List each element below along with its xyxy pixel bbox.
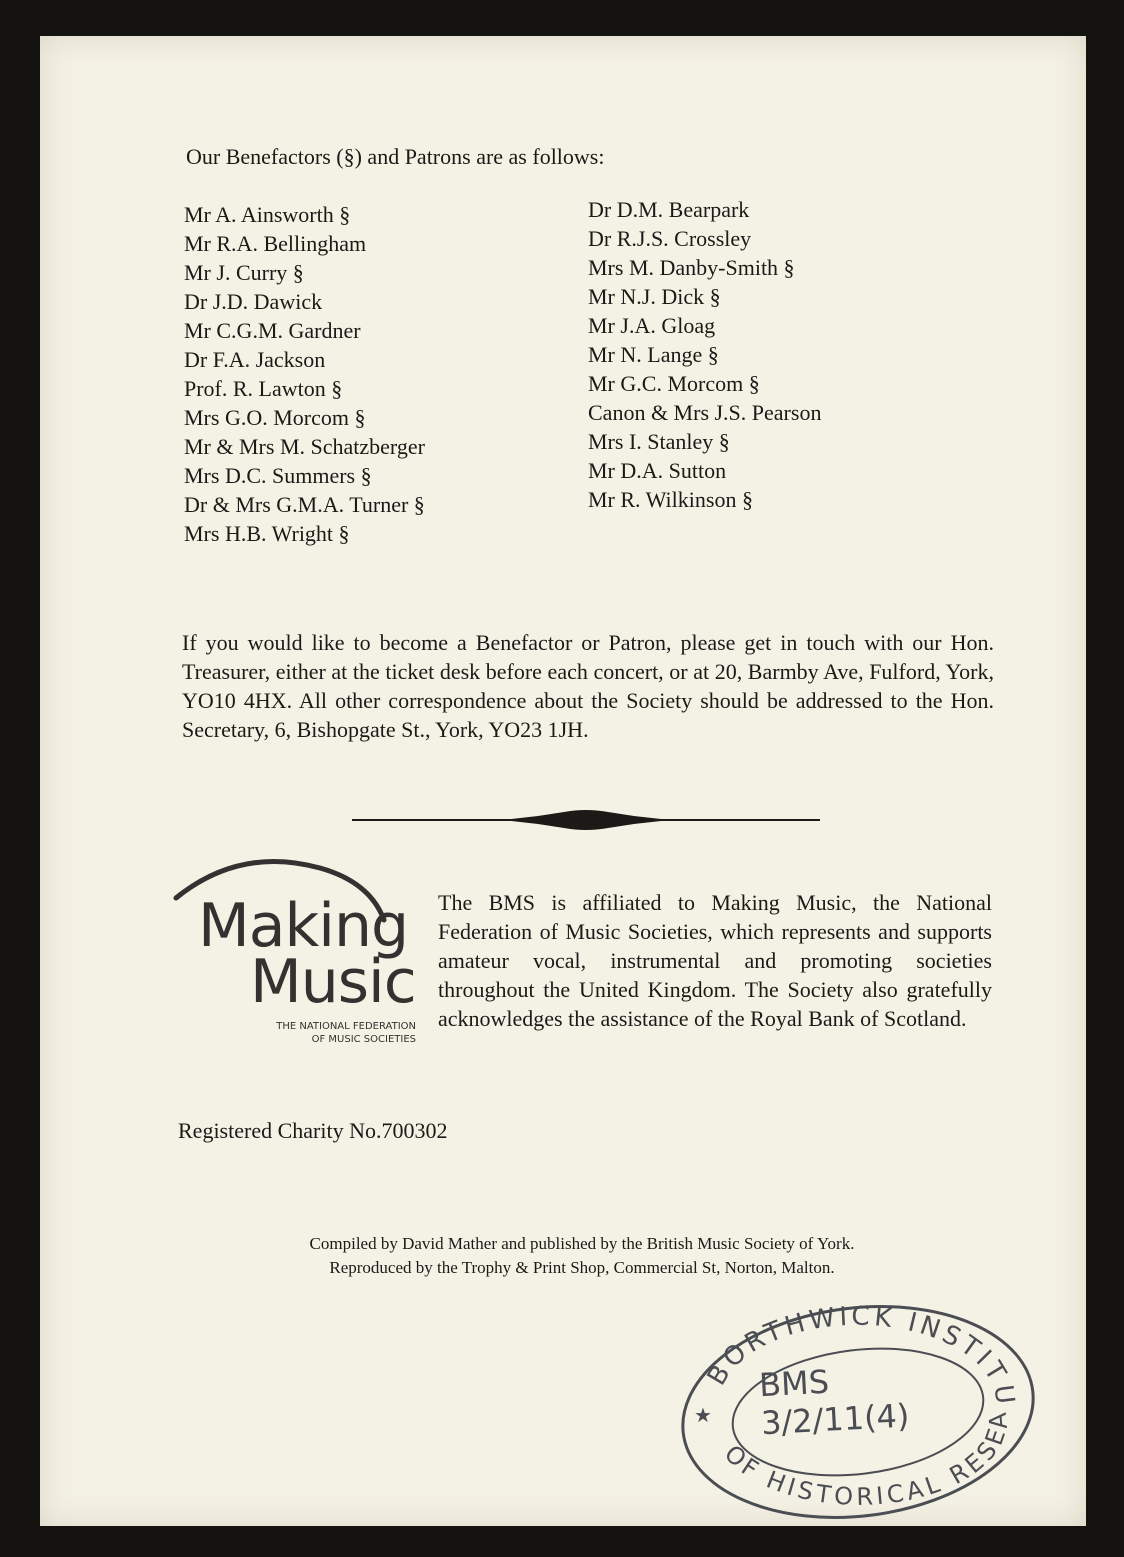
stamp-reference: BMS 3/2/11(4) (758, 1362, 911, 1443)
list-item: Mr N. Lange § (588, 342, 719, 367)
list-item: Mrs M. Danby-Smith § (588, 255, 795, 280)
list-item: Dr D.M. Bearpark (588, 197, 750, 222)
list-item: Dr R.J.S. Crossley (588, 226, 752, 251)
svg-text:★: ★ (694, 1403, 712, 1427)
logo-word-making: Making (198, 891, 409, 961)
list-item: Mrs G.O. Morcom § (184, 405, 366, 430)
list-item: Mrs I. Stanley § (588, 429, 730, 454)
list-item: Mr J.A. Gloag (588, 313, 716, 338)
booklet-page (40, 36, 1086, 1526)
affiliation-paragraph: The BMS is affiliated to Making Music, the National Federation of Music Societies, which represents and supports amateur vocal, instrumental and promoting societies throughout the United Kingdom. The Society also gratefully acknowledges the assistance of the Royal Bank of Scotland. (438, 890, 992, 1031)
list-item: Mr N.J. Dick § (588, 284, 721, 309)
ornamental-divider (352, 808, 820, 832)
list-item: Mr J. Curry § (184, 260, 304, 285)
logo-word-music: Music (250, 947, 416, 1017)
list-item: Canon & Mrs J.S. Pearson (588, 400, 822, 425)
list-item: Mr & Mrs M. Schatzberger (184, 434, 425, 459)
list-item: Mrs D.C. Summers § (184, 463, 372, 488)
credits (180, 1232, 984, 1280)
charity-number: Registered Charity No.700302 (178, 1118, 448, 1143)
svg-text:BORTHWICK INSTITUTE: BORTHWICK INSTITU (701, 1301, 1021, 1410)
list-item: Prof. R. Lawton § (184, 376, 343, 401)
archive-stamp (672, 1298, 1044, 1524)
benefactors-list-left (184, 200, 425, 548)
list-item: Mr A. Ainsworth § (184, 202, 351, 227)
list-item: Mr R.A. Bellingham (184, 231, 367, 256)
credits-line-compiled: Compiled by David Mather and published by the British Music Society of York. (309, 1234, 855, 1253)
list-item: Mr G.C. Morcom § (588, 371, 760, 396)
list-item: Dr F.A. Jackson (184, 347, 326, 372)
benefactors-heading: Our Benefactors (§) and Patrons are as follows: (186, 144, 605, 169)
list-item: Mr C.G.M. Gardner (184, 318, 361, 343)
svg-text:OF HISTORICAL RESEARCH: OF HISTORICAL RESEA (718, 1407, 1014, 1512)
logo-subtitle-line1: THE NATIONAL FEDERATION (276, 1021, 416, 1032)
list-item: Dr J.D. Dawick (184, 289, 323, 314)
credits-line-reproduced: Reproduced by the Trophy & Print Shop, Commercial St, Norton, Malton. (329, 1258, 835, 1277)
list-item: Mr D.A. Sutton (588, 458, 727, 483)
benefactors-list-right (588, 195, 821, 514)
list-item: Mr R. Wilkinson § (588, 487, 753, 512)
logo-subtitle-line2: OF MUSIC SOCIETIES (311, 1034, 416, 1045)
making-music-logo (170, 854, 440, 1054)
list-item: Dr & Mrs G.M.A. Turner § (184, 492, 425, 517)
list-item: Mrs H.B. Wright § (184, 521, 350, 546)
contact-paragraph: If you would like to become a Benefactor or Patron, please get in touch with our Hon. Treasurer, either at the ticket desk before each concert, or at 20, Barmby Ave, Fulford, York, YO10 4HX. All other correspondence about the Society should be addressed to the Hon. Secretary, 6, Bishopgate St., York, YO23 1JH. (182, 630, 994, 742)
